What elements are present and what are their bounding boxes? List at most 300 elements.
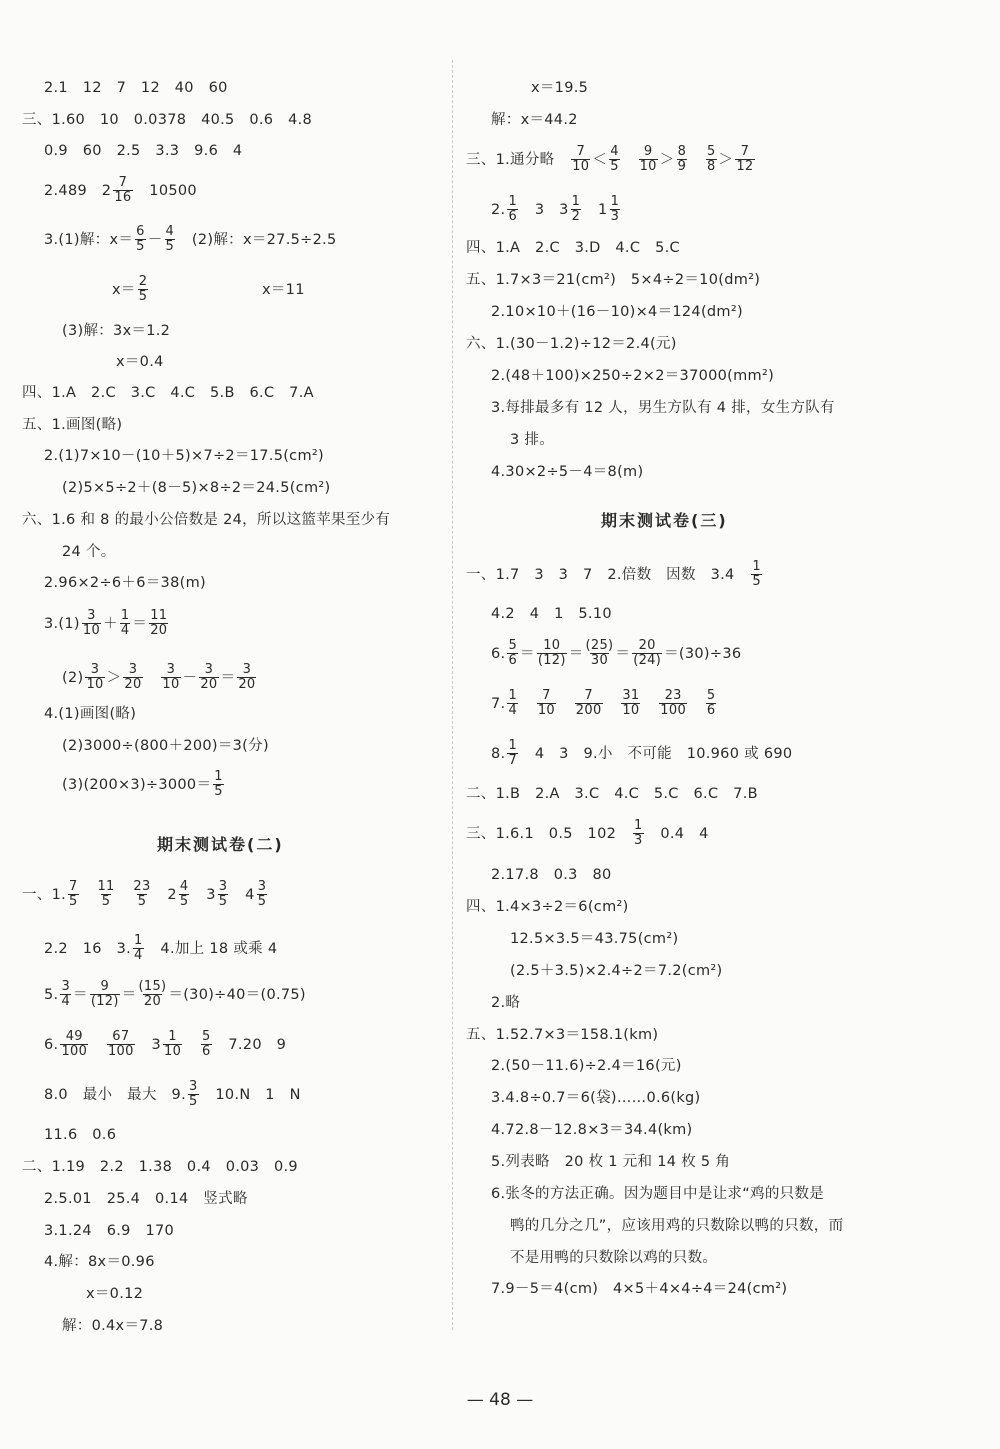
answer-line	[44, 1189, 248, 1209]
text-segment: 期末测试卷(三)	[601, 511, 728, 530]
numerator: 1	[168, 1029, 177, 1044]
text-segment: 四、1.4×3÷2＝6(cm²)	[466, 899, 629, 915]
denominator: 10	[82, 623, 101, 639]
answer-line	[62, 321, 170, 341]
text-segment: 8.0 最小 最大 9.	[44, 1086, 186, 1103]
text-segment: ＝(30)÷40＝(0.75)	[168, 986, 306, 1003]
fraction	[537, 639, 567, 669]
text-segment: 二、1.19 2.2 1.38 0.4 0.03 0.9	[22, 1159, 298, 1175]
numerator: 3	[189, 1079, 198, 1094]
answer-line	[466, 819, 709, 849]
text-segment: (3)(200×3)÷3000＝	[62, 776, 212, 793]
text-segment: 3.每排最多有 12 人，男生方队有 4 排，女生方队有	[491, 400, 835, 416]
answer-line	[491, 639, 741, 669]
denominator: 200	[575, 703, 602, 719]
fraction	[257, 880, 268, 910]
text-segment: 11.6 0.6	[44, 1127, 117, 1143]
numerator: 1	[571, 194, 581, 209]
answer-line	[491, 865, 612, 885]
answer-line	[22, 880, 269, 910]
text-segment: 10500	[134, 182, 197, 199]
text-segment	[117, 887, 132, 903]
answer-line	[510, 430, 554, 450]
text-segment: 期末测试卷(二)	[157, 835, 284, 854]
fraction	[138, 275, 149, 305]
text-segment: 解：x＝44.2	[491, 112, 578, 128]
text-segment: ＝	[220, 669, 236, 686]
denominator: (24)	[633, 653, 662, 669]
text-segment: ＞	[718, 151, 734, 168]
fraction	[507, 639, 518, 669]
text-segment: x＝19.5	[531, 80, 589, 96]
text-segment: 10.N 1 N	[200, 1086, 301, 1103]
numerator: 1	[120, 608, 130, 623]
text-segment: ＞	[659, 151, 675, 168]
answer-line	[531, 78, 588, 98]
denominator: 6	[201, 1044, 211, 1060]
fraction	[706, 145, 717, 175]
answer-line	[44, 78, 228, 98]
answer-line	[491, 1184, 824, 1204]
denominator: 16	[114, 190, 132, 206]
fraction	[609, 145, 620, 175]
answer-line	[491, 993, 520, 1013]
answer-line	[62, 663, 258, 693]
text-segment: ＝(30)÷36	[664, 645, 742, 662]
denominator: 5	[257, 894, 267, 910]
answer-line	[491, 1088, 701, 1108]
text-segment: (3)解：3x＝1.2	[62, 323, 171, 339]
text-segment: (2)5×5÷2＋(8－5)×8÷2＝24.5(cm²)	[62, 480, 331, 496]
denominator: 4	[508, 703, 518, 719]
numerator: 5	[706, 144, 716, 159]
answer-line	[44, 980, 306, 1010]
denominator: 12	[736, 159, 754, 175]
denominator: (12)	[537, 653, 566, 669]
answer-line	[44, 934, 277, 964]
numerator: 4	[165, 224, 175, 239]
fraction	[633, 819, 644, 849]
answer-line	[491, 1056, 682, 1076]
text-segment: 2.10×10＋(16－10)×4＝124(dm²)	[491, 304, 743, 320]
denominator: 20	[200, 677, 218, 693]
fraction	[677, 145, 688, 175]
page-number: — 48 —	[466, 1390, 534, 1410]
numerator: 1	[214, 769, 223, 784]
denominator: 10	[572, 159, 590, 175]
text-segment: 24 个。	[62, 544, 116, 560]
answer-line	[510, 1248, 717, 1268]
answer-line	[466, 334, 677, 354]
text-segment: 4 3 9.小 不可能 10.960 或 690	[520, 745, 793, 762]
fraction	[507, 739, 518, 769]
fraction	[735, 145, 754, 175]
fraction	[237, 663, 256, 693]
denominator: 6	[508, 209, 518, 225]
answer-line	[262, 280, 305, 300]
answer-line	[62, 736, 269, 756]
text-segment: ＝	[132, 615, 148, 632]
denominator: 5	[165, 239, 175, 255]
text-segment: 5.列表略 20 枚 1 元和 14 枚 5 角	[491, 1154, 731, 1170]
fraction	[60, 1030, 88, 1060]
text-segment: 2.(48＋100)×250÷2×2＝37000(mm²)	[491, 368, 775, 384]
answer-line	[44, 609, 170, 639]
answer-line	[44, 1221, 174, 1241]
numerator: 23	[133, 879, 151, 894]
fraction	[218, 880, 229, 910]
text-segment: 8.	[491, 745, 506, 762]
text-segment: 不是用鸭的只数除以鸡的只数。	[510, 1250, 718, 1266]
numerator: 5	[508, 638, 518, 653]
denominator: 5	[752, 574, 761, 590]
text-segment: 7.	[491, 695, 506, 712]
text-segment	[558, 696, 573, 712]
numerator: 67	[112, 1029, 130, 1044]
text-segment: 3	[191, 886, 216, 903]
denominator: 5	[610, 159, 619, 175]
text-segment: x＝	[112, 281, 136, 298]
text-segment: 五、1.7×3＝21(cm²) 5×4÷2＝10(dm²)	[466, 272, 761, 288]
answer-line	[491, 366, 774, 386]
text-segment: 鸭的几分之几”，应该用鸡的只数除以鸭的只数，而	[510, 1218, 844, 1234]
numerator: 20	[638, 638, 656, 653]
answer-line	[466, 784, 758, 804]
denominator: 5	[189, 1094, 198, 1110]
fraction	[133, 934, 144, 964]
denominator: 5	[137, 894, 147, 910]
text-segment	[622, 152, 637, 168]
denominator: 4	[134, 948, 143, 964]
fraction	[632, 639, 662, 669]
text-segment: 2.略	[491, 995, 521, 1011]
numerator: 3	[257, 879, 267, 894]
answer-line	[510, 961, 723, 981]
fraction	[97, 880, 114, 910]
denominator: 20	[150, 623, 168, 639]
numerator: 1	[508, 194, 518, 209]
numerator: 1	[633, 818, 643, 833]
denominator: 10	[639, 159, 657, 175]
denominator: 6	[706, 703, 716, 719]
answer-line	[44, 1252, 155, 1272]
numerator: 49	[65, 1029, 83, 1044]
text-segment: ＋	[103, 615, 118, 632]
text-segment: 4.30×2÷5－4＝8(m)	[491, 464, 644, 480]
answer-line	[491, 462, 643, 482]
text-segment	[90, 1037, 105, 1053]
denominator: 5	[101, 894, 111, 910]
fraction	[149, 609, 168, 639]
denominator: 4	[61, 994, 71, 1010]
denominator: 20	[238, 677, 256, 693]
text-segment: 2.5.01 25.4 0.14 竖式略	[44, 1191, 248, 1207]
fraction	[85, 663, 104, 693]
numerator: (15)	[138, 979, 167, 994]
text-segment: (2)解：x＝27.5÷2.5	[177, 231, 337, 248]
text-segment: 二、1.B 2.A 3.C 4.C 5.C 6.C 7.B	[466, 786, 758, 802]
fraction	[213, 770, 224, 800]
text-segment: 3	[136, 1036, 162, 1053]
answer-line	[44, 704, 136, 724]
text-segment: 3.1.24 6.9 170	[44, 1223, 175, 1239]
answer-line	[44, 1030, 286, 1060]
answer-line	[44, 1080, 301, 1110]
text-segment: 2.2 16 3.	[44, 940, 132, 957]
numerator: 4	[610, 144, 619, 159]
text-segment: 0.9 60 2.5 3.3 9.6 4	[44, 143, 243, 159]
denominator: 3	[610, 209, 620, 225]
denominator: 8	[706, 159, 716, 175]
numerator: 3	[87, 608, 96, 623]
text-segment: 一、1.7 3 3 7 2.倍数 因数 3.4	[466, 566, 750, 583]
text-segment: 6.张冬的方法正确。因为题目中是让求“鸡的只数是	[491, 1186, 825, 1202]
numerator: 10	[543, 638, 561, 653]
text-segment: 7.9－5＝4(cm) 4×5＋4×4÷4＝24(cm²)	[491, 1281, 788, 1297]
answer-line	[44, 225, 337, 255]
denominator: 30	[590, 653, 609, 669]
text-segment: 五、1.52.7×3＝158.1(km)	[466, 1027, 659, 1043]
answer-line	[491, 302, 743, 322]
numerator: 8	[677, 144, 687, 159]
numerator: 9	[100, 979, 110, 994]
text-segment: 4.2 4 1 5.10	[491, 606, 612, 622]
denominator: 3	[633, 833, 643, 849]
fraction	[133, 880, 150, 910]
text-segment: ＝	[520, 645, 535, 662]
denominator: 5	[218, 894, 228, 910]
text-segment: 4.(1)画图(略)	[44, 706, 137, 722]
denominator: (12)	[90, 994, 119, 1010]
numerator: 1	[134, 933, 143, 948]
answer-line	[44, 176, 197, 206]
fraction	[135, 225, 146, 255]
denominator: 9	[677, 159, 687, 175]
answer-line	[491, 110, 578, 130]
fraction	[107, 1030, 135, 1060]
text-segment: ＝	[615, 645, 631, 662]
numerator: 3	[61, 979, 71, 994]
numerator: 23	[664, 688, 682, 703]
answer-line	[22, 383, 314, 403]
numerator: 1	[508, 688, 518, 703]
text-segment: 4	[230, 886, 255, 903]
text-segment: 3.4.8÷0.7＝6(袋)……0.6(kg)	[491, 1090, 701, 1106]
text-segment: 5.	[44, 986, 59, 1003]
text-segment: 6.	[44, 1036, 59, 1053]
text-segment	[184, 1037, 199, 1053]
text-segment: 三、1.60 10 0.0378 40.5 0.6 4.8	[22, 112, 313, 128]
numerator: 7	[118, 175, 128, 190]
numerator: 3	[218, 879, 228, 894]
text-segment	[689, 152, 704, 168]
answer-line	[44, 141, 242, 161]
fraction	[179, 880, 190, 910]
text-segment: (2.5＋3.5)×2.4÷2＝7.2(cm²)	[510, 963, 723, 979]
text-segment: 6.	[491, 645, 506, 662]
fraction	[120, 609, 131, 639]
text-segment: 7.20 9	[213, 1036, 287, 1053]
numerator: 6	[136, 224, 145, 239]
numerator: 5	[706, 688, 716, 703]
text-segment: 2.	[491, 201, 506, 218]
answer-line	[44, 446, 324, 466]
denominator: 6	[508, 653, 518, 669]
answer-line	[62, 478, 330, 498]
answer-line	[466, 238, 680, 258]
text-segment	[145, 670, 160, 686]
answer-line	[466, 145, 757, 175]
fraction	[60, 980, 71, 1010]
text-segment	[520, 696, 535, 712]
answer-line	[22, 110, 312, 130]
text-segment: 2.1 12 7 12 40 60	[44, 80, 228, 96]
answer-line	[510, 1216, 843, 1236]
fraction	[201, 1030, 212, 1060]
answer-line	[62, 1316, 163, 1336]
denominator: 20	[143, 994, 162, 1010]
text-segment: 0.4 4	[645, 825, 709, 842]
fraction	[610, 195, 621, 225]
denominator: 5	[179, 894, 189, 910]
text-segment: 六、1.(30－1.2)÷12＝2.4(元)	[466, 336, 677, 352]
answer-line	[22, 510, 390, 530]
text-segment: 3 3	[520, 201, 569, 218]
denominator: 10	[537, 703, 555, 719]
section-title	[157, 832, 284, 855]
text-segment: ＝	[121, 986, 137, 1003]
text-segment: 解：0.4x＝7.8	[62, 1318, 164, 1334]
text-segment: 3.(1)	[44, 615, 80, 632]
numerator: 5	[201, 1029, 211, 1044]
answer-line	[466, 897, 629, 917]
fraction	[165, 225, 176, 255]
numerator: 11	[150, 608, 168, 623]
fraction	[188, 1080, 199, 1110]
numerator: 2	[138, 274, 148, 289]
fraction	[113, 176, 132, 206]
numerator: (25)	[585, 638, 614, 653]
text-segment: x＝0.4	[116, 354, 164, 370]
fraction	[706, 689, 717, 719]
text-segment	[605, 696, 620, 712]
fraction	[161, 663, 180, 693]
denominator: 10	[86, 677, 104, 693]
text-segment: 3.(1)解：x＝	[44, 231, 134, 248]
answer-line	[466, 270, 760, 290]
answer-line	[491, 1120, 693, 1140]
answer-line	[510, 929, 678, 949]
text-segment: 4.解：8x＝0.96	[44, 1254, 155, 1270]
text-segment: 2.96×2÷6＋6＝38(m)	[44, 575, 206, 591]
text-segment: 2.(1)7×10－(10＋5)×7÷2＝17.5(cm²)	[44, 448, 324, 464]
section-title	[601, 508, 728, 531]
numerator: 7	[584, 688, 593, 703]
column-divider	[452, 60, 453, 1330]
text-segment: －	[182, 669, 198, 686]
fraction	[123, 663, 142, 693]
fraction	[571, 145, 590, 175]
numerator: 7	[69, 879, 78, 894]
fraction	[68, 880, 79, 910]
fraction	[571, 195, 582, 225]
text-segment: －	[147, 231, 163, 248]
text-segment: 六、1.6 和 8 的最小公倍数是 24，所以这篮苹果至少有	[22, 512, 391, 528]
numerator: 3	[242, 662, 252, 677]
answer-line	[22, 1157, 298, 1177]
numerator: 31	[622, 688, 640, 703]
numerator: 3	[128, 662, 138, 677]
denominator: 100	[107, 1044, 134, 1060]
fraction	[507, 689, 518, 719]
fraction	[163, 1030, 182, 1060]
answer-line	[44, 1125, 116, 1145]
numerator: 7	[740, 144, 750, 159]
numerator: 1	[508, 738, 518, 753]
fraction	[659, 689, 687, 719]
text-segment: (2)	[62, 669, 84, 686]
numerator: 4	[179, 879, 189, 894]
answer-line	[466, 560, 764, 590]
answer-line	[491, 195, 622, 225]
denominator: 5	[214, 784, 223, 800]
numerator: 1	[610, 194, 620, 209]
text-segment	[642, 696, 657, 712]
text-segment: 四、1.A 2.C 3.C 4.C 5.B 6.C 7.A	[22, 385, 314, 401]
denominator: 10	[162, 677, 180, 693]
answer-line	[62, 542, 116, 562]
fraction	[639, 145, 658, 175]
fraction	[621, 689, 640, 719]
answer-line	[491, 739, 792, 769]
text-segment: 三、1.通分略	[466, 151, 570, 168]
answer-line	[112, 275, 150, 305]
text-segment: 2	[152, 886, 177, 903]
text-segment: ＝	[568, 645, 584, 662]
denominator: 10	[164, 1044, 182, 1060]
text-segment: 1	[583, 201, 608, 218]
text-segment: x＝11	[262, 282, 305, 298]
fraction	[751, 560, 762, 590]
numerator: 3	[204, 662, 214, 677]
text-segment: 三、1.6.1 0.5 102	[466, 825, 631, 842]
text-segment: ＝	[73, 986, 88, 1003]
denominator: 20	[124, 677, 142, 693]
numerator: 9	[643, 144, 653, 159]
denominator: 5	[69, 894, 78, 910]
fraction	[90, 980, 120, 1010]
fraction	[537, 689, 556, 719]
text-segment	[689, 696, 704, 712]
answer-line	[491, 1279, 787, 1299]
numerator: 11	[97, 879, 115, 894]
text-segment: 一、1.	[22, 886, 67, 903]
denominator: 4	[120, 623, 130, 639]
denominator: 7	[508, 753, 518, 769]
fraction	[586, 639, 614, 669]
text-segment: 四、1.A 2.C 3.D 4.C 5.C	[466, 240, 680, 256]
numerator: 7	[576, 144, 586, 159]
answer-line	[86, 1284, 143, 1304]
text-segment: 2.489 2	[44, 182, 112, 199]
denominator: 100	[660, 703, 687, 719]
answer-line	[466, 1025, 658, 1045]
answer-line	[491, 1152, 730, 1172]
text-segment: 4.72.8－12.8×3＝34.4(km)	[491, 1122, 693, 1138]
text-segment	[81, 887, 96, 903]
text-segment: x＝0.12	[86, 1286, 144, 1302]
fraction	[575, 689, 603, 719]
